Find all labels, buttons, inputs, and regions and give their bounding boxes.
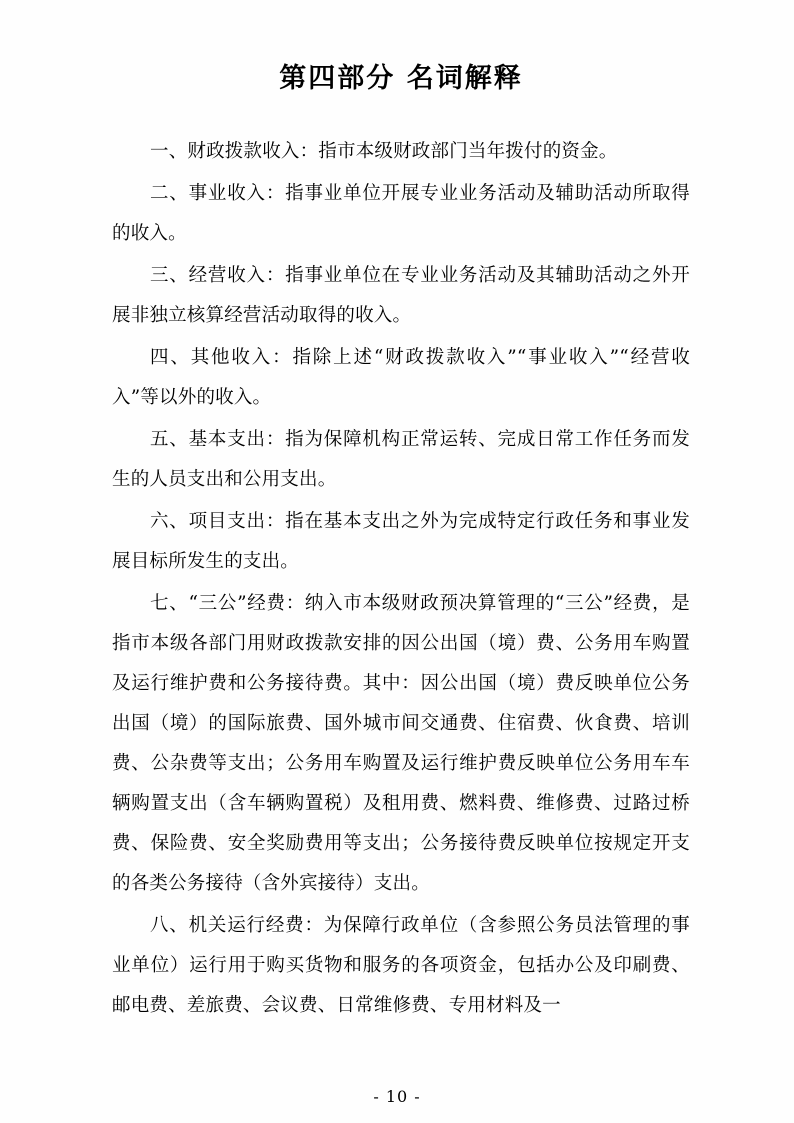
page-number: - 10 - [373, 1087, 421, 1106]
paragraph-6: 六、项目支出：指在基本支出之外为完成特定行政任务和事业发展目标所发生的支出。 [112, 510, 690, 572]
document-body [112, 60, 690, 1028]
page-title: 第四部分 名词解释 [279, 63, 523, 94]
paragraph-3: 三、经营收入：指事业单位在专业业务活动及其辅助活动之外开展非独立核算经营活动取得的收入。 [112, 264, 690, 326]
paragraph-7: 七、“三公”经费：纳入市本级财政预决算管理的“三公”经费，是指市本级各部门用财政拨款安排的因公出国（境）费、公务用车购置及运行维护费和公务接待费。其中：因公出国（境）费反映单位公务出国（境）的国际旅费、国外城市间交通费、住宿费、伙食费、培训费、公杂费等支出；公务用车购置及运行维护费反映单位公务用车车辆购置支出（含车辆购置税）及租用费、燃料费、维修费、过路过桥费、保险费、安全奖励费用等支出；公务接待费反映单位按规定开支的各类公务接待（含外宾接待）支出。 [112, 592, 690, 894]
paragraph-2: 二、事业收入：指事业单位开展专业业务活动及辅助活动所取得的收入。 [112, 182, 690, 244]
paragraph-8: 八、机关运行经费：为保障行政单位（含参照公务员法管理的事业单位）运行用于购买货物和服务的各项资金，包括办公及印刷费、邮电费、差旅费、会议费、日常维修费、专用材料及一 [112, 914, 690, 1016]
paragraph-4: 四、其他收入：指除上述“财政拨款收入”“事业收入”“经营收入”等以外的收入。 [112, 346, 690, 408]
paragraph-1: 一、财政拨款收入：指市本级财政部门当年拨付的资金。 [150, 140, 618, 162]
paragraph-5: 五、基本支出：指为保障机构正常运转、完成日常工作任务而发生的人员支出和公用支出。 [112, 428, 690, 490]
